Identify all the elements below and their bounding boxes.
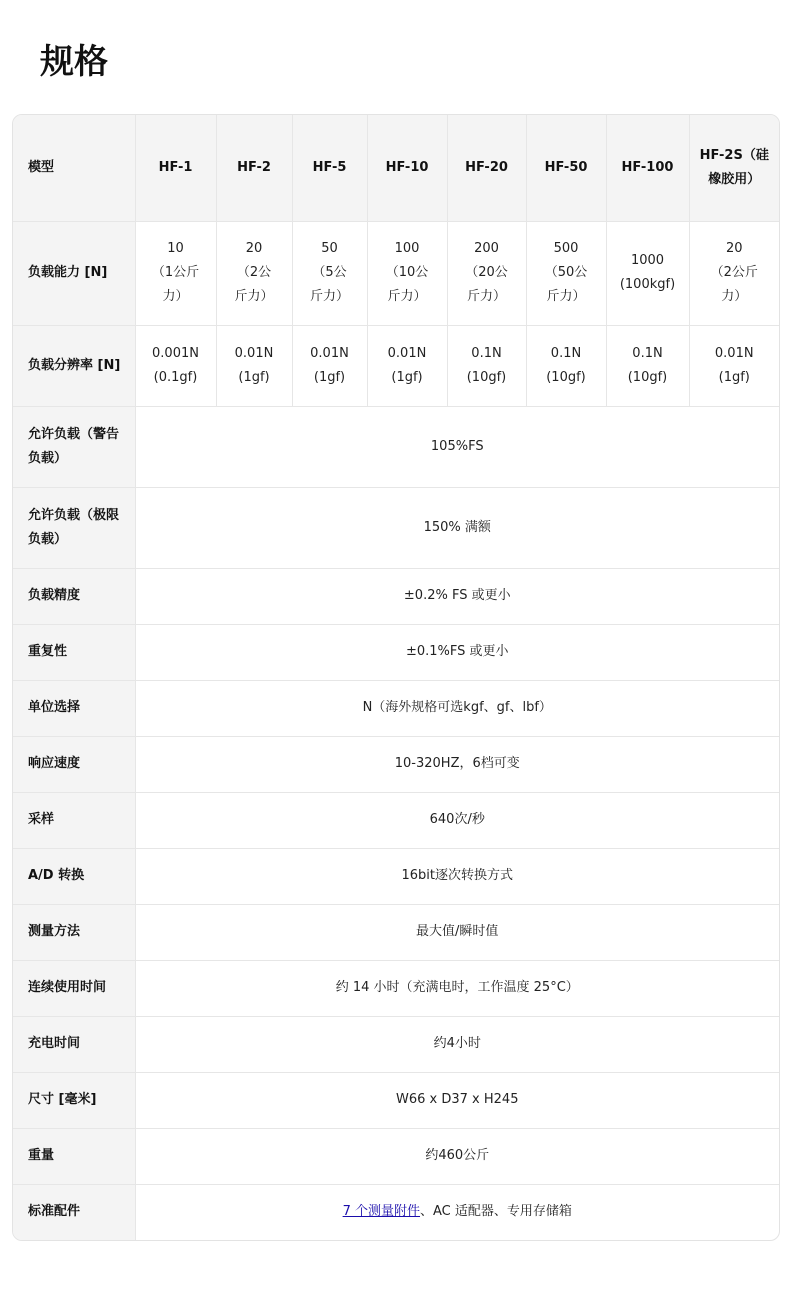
table-cell: 16bit逐次转换方式 [135,848,779,904]
table-cell: N（海外规格可选kgf、gf、lbf） [135,680,779,736]
table-row-capacity [13,221,779,325]
row-label: 负载能力 [N] [13,221,135,325]
row-label: 充电时间 [13,1016,135,1072]
table-cell: 0.1N (10gf) [526,325,606,406]
row-label: 模型 [13,115,135,221]
row-label: 允许负载（极限负载） [13,487,135,568]
table-cell: ±0.2% FS 或更小 [135,568,779,624]
table-row [13,680,779,736]
table-cell: 约4小时 [135,1016,779,1072]
table-cell: 640次/秒 [135,792,779,848]
table-cell: 0.001N (0.1gf) [135,325,216,406]
table-cell: 20 （2公 斤力） [216,221,292,325]
spec-table [13,115,779,1240]
table-row [13,960,779,1016]
table-row [13,792,779,848]
row-label: 测量方法 [13,904,135,960]
table-row [13,848,779,904]
table-row [13,1016,779,1072]
table-row [13,1072,779,1128]
table-cell: 约 14 小时（充满电时，工作温度 25°C） [135,960,779,1016]
row-label: 重量 [13,1128,135,1184]
model-header: HF-10 [367,115,447,221]
table-cell: 0.1N (10gf) [447,325,526,406]
model-header: HF-50 [526,115,606,221]
row-label: 尺寸 [毫米] [13,1072,135,1128]
table-cell: 1000 (100kgf) [606,221,689,325]
row-label: 单位选择 [13,680,135,736]
table-cell: 105%FS [135,406,779,487]
model-header: HF-2S（硅橡胶用） [689,115,779,221]
row-label: 负载精度 [13,568,135,624]
page-title: 规格 [40,42,108,82]
model-header: HF-5 [292,115,367,221]
row-label: 重复性 [13,624,135,680]
table-row [13,406,779,487]
row-label: 采样 [13,792,135,848]
table-cell: 0.01N (1gf) [292,325,367,406]
table-row [13,904,779,960]
table-cell: 10 （1公斤 力） [135,221,216,325]
header-row [13,115,779,221]
model-header: HF-20 [447,115,526,221]
table-cell: 100 （10公 斤力） [367,221,447,325]
row-label: 连续使用时间 [13,960,135,1016]
table-cell: 0.01N (1gf) [689,325,779,406]
table-row-accessories [13,1184,779,1240]
table-cell: 10-320HZ，6档可变 [135,736,779,792]
accessories-link[interactable]: 7 个测量附件 [342,1204,421,1220]
table-row-resolution [13,325,779,406]
table-row [13,624,779,680]
table-row [13,1128,779,1184]
table-cell: 150% 满额 [135,487,779,568]
row-label: 响应速度 [13,736,135,792]
table-cell: 50 （5公 斤力） [292,221,367,325]
row-label: A/D 转换 [13,848,135,904]
table-cell: 最大值/瞬时值 [135,904,779,960]
row-label: 允许负载（警告负载） [13,406,135,487]
table-cell: 200 （20公 斤力） [447,221,526,325]
spec-table-container [12,114,780,1241]
table-cell: 20 （2公斤 力） [689,221,779,325]
table-row [13,568,779,624]
table-cell: 0.1N (10gf) [606,325,689,406]
row-label: 负载分辨率 [N] [13,325,135,406]
model-header: HF-2 [216,115,292,221]
table-cell: 约460公斤 [135,1128,779,1184]
table-row [13,487,779,568]
table-cell: 500 （50公 斤力） [526,221,606,325]
table-row [13,736,779,792]
table-cell: 0.01N (1gf) [367,325,447,406]
table-cell: 0.01N (1gf) [216,325,292,406]
table-cell: ±0.1%FS 或更小 [135,624,779,680]
accessories-text: 、AC 适配器、专用存储箱 [420,1204,572,1220]
row-label: 标准配件 [13,1184,135,1240]
model-header: HF-1 [135,115,216,221]
table-cell: W66 x D37 x H245 [135,1072,779,1128]
table-cell [135,1184,779,1240]
model-header: HF-100 [606,115,689,221]
